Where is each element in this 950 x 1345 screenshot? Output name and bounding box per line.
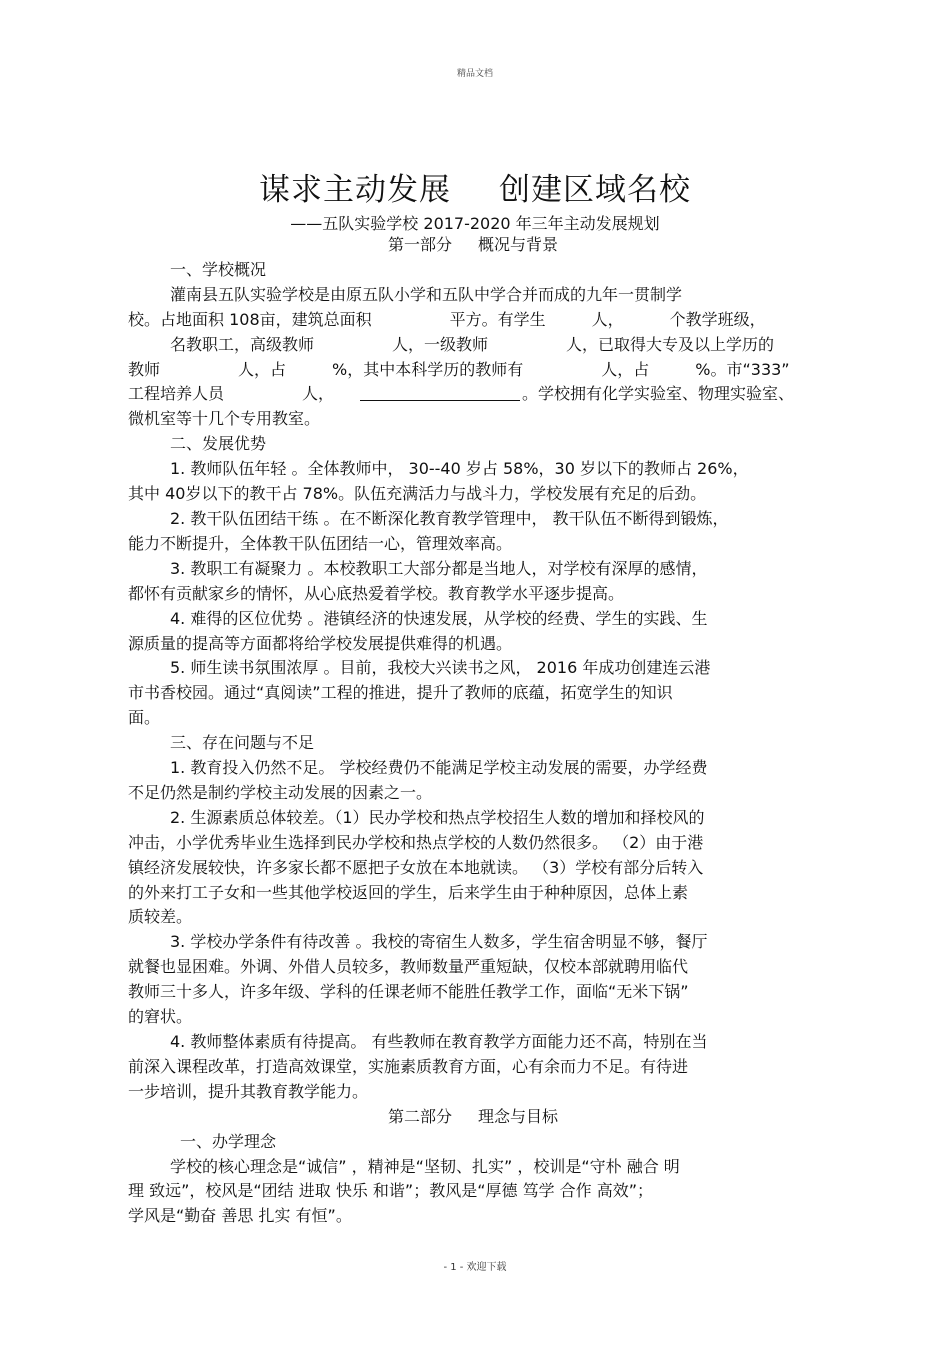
title-left: 谋求主动发展 (259, 172, 451, 208)
blank-underline (360, 384, 520, 401)
paragraph-line: 2. 生源素质总体较差。（1）民办学校和热点学校招生人数的增加和择校风的 (170, 807, 705, 827)
section-heading: 二、发展优势 (170, 434, 267, 454)
paragraph-line: 质较差。 (128, 907, 193, 927)
paragraph-line: 理 致远”，校风是“团结 进取 快乐 和谐”；教风是“厚德 笃学 合作 高效”； (128, 1181, 654, 1201)
paragraph-line: 校。占地面积 108亩，建筑总面积 平方。有学生 人， 个教学班级， (128, 309, 766, 329)
paragraph-line: 4. 教师整体素质有待提高。 有些教师在教育教学方面能力还不高，特别在当 (170, 1032, 708, 1051)
paragraph-line: 其中 40岁以下的教干占 78%。队伍充满活力与战斗力，学校发展有充足的后劲。 (128, 484, 707, 504)
page-header: 精品文档 (456, 69, 493, 79)
document-subtitle: ——五队实验学校 2017-2020 年三年主动发展规划 (290, 214, 660, 233)
paragraph-line: 都怀有贡献家乡的情怀，从心底热爱着学校。教育教学水平逐步提高。 (128, 583, 625, 603)
paragraph-line: 3. 教职工有凝聚力 。本校教职工大部分都是当地人，对学校有深厚的感情， (170, 558, 708, 578)
title-right: 创建区域名校 (499, 172, 691, 208)
paragraph-line: 镇经济发展较快，许多家长都不愿把子女放在本地就读。 （3）学校有部分后转入 (128, 857, 704, 877)
part2-heading: 第二部分 理念与目标 (387, 1106, 559, 1126)
paragraph-line: 1. 教师队伍年轻 。全体教师中， 30--40 岁占 58%，30 岁以下的教师占 26%， (170, 459, 749, 479)
paragraph-line: 教师 人，占 %，其中本科学历的教师有 人，占 %。市“333” (128, 359, 790, 379)
paragraph-line: 工程培养人员 人， 。学校拥有化学实验室、物理实验室、 (128, 384, 795, 404)
paragraph-line: 市书香校园。通过“真阅读”工程的推进，提升了教师的底蕴，拓宽学生的知识 (128, 683, 673, 703)
paragraph-line: 灌南县五队实验学校是由原五队小学和五队中学合并而成的九年一贯制学 (170, 284, 683, 304)
paragraph-line: 不足仍然是制约学校主动发展的因素之一。 (128, 782, 433, 802)
paragraph-line: 的窘状。 (128, 1007, 193, 1027)
paragraph-line: 微机室等十几个专用教室。 (128, 409, 321, 429)
section-heading: 一、学校概况 (170, 259, 267, 279)
paragraph-line: 一步培训，提升其教育教学能力。 (128, 1081, 369, 1101)
section-heading: 三、存在问题与不足 (170, 733, 315, 753)
paragraph-line: 4. 难得的区位优势 。港镇经济的快速发展，从学校的经费、学生的实践、生 (170, 608, 708, 628)
paragraph-line: 的外来打工子女和一些其他学校返回的学生，后来学生由于种种原因，总体上素 (128, 882, 689, 902)
part1-heading: 第一部分 概况与背景 (387, 235, 559, 254)
paragraph-line: 面。 (128, 708, 161, 728)
paragraph-line: 学风是“勤奋 善思 扎实 有恒”。 (128, 1206, 352, 1226)
document-title (0, 164, 950, 209)
paragraph-line: 1. 教育投入仍然不足。 学校经费仍不能满足学校主动发展的需要，办学经费 (170, 758, 708, 778)
paragraph-line: 名教职工，高级教师 人，一级教师 人，已取得大专及以上学历的 (170, 334, 775, 354)
paragraph-line: 教师三十多人，许多年级、学科的任课老师不能胜任教学工作，面临“无米下锅” (128, 982, 689, 1002)
paragraph-line: 能力不断提升，全体教干队伍团结一心，管理效率高。 (128, 533, 513, 553)
paragraph-line: 前深入课程改革，打造高效课堂，实施素质教育方面，心有余而力不足。有待进 (128, 1056, 689, 1076)
paragraph-line: 5. 师生读书氛围浓厚 。目前，我校大兴读书之风， 2016 年成功创建连云港 (170, 658, 711, 678)
page-footer: - 1 - 欢迎下载 (443, 1262, 507, 1273)
section-heading: 一、办学理念 (180, 1131, 277, 1151)
paragraph-line: 学校的核心理念是“诚信” ，精神是“坚韧、扎实” ，校训是“守朴 融合 明 (170, 1156, 680, 1176)
paragraph-line: 源质量的提高等方面都将给学校发展提供难得的机遇。 (128, 633, 513, 653)
paragraph-line: 冲击，小学优秀毕业生选择到民办学校和热点学校的人数仍然很多。 （2）由于港 (128, 832, 704, 852)
paragraph-line: 3. 学校办学条件有待改善 。我校的寄宿生人数多，学生宿舍明显不够，餐厅 (170, 932, 708, 952)
paragraph-line: 2. 教干队伍团结干练 。在不断深化教育教学管理中， 教干队伍不断得到锻炼， (170, 508, 729, 528)
paragraph-line: 就餐也显困难。外调、外借人员较多，教师数量严重短缺，仅校本部就聘用临代 (128, 957, 689, 977)
document-body (128, 233, 818, 1229)
